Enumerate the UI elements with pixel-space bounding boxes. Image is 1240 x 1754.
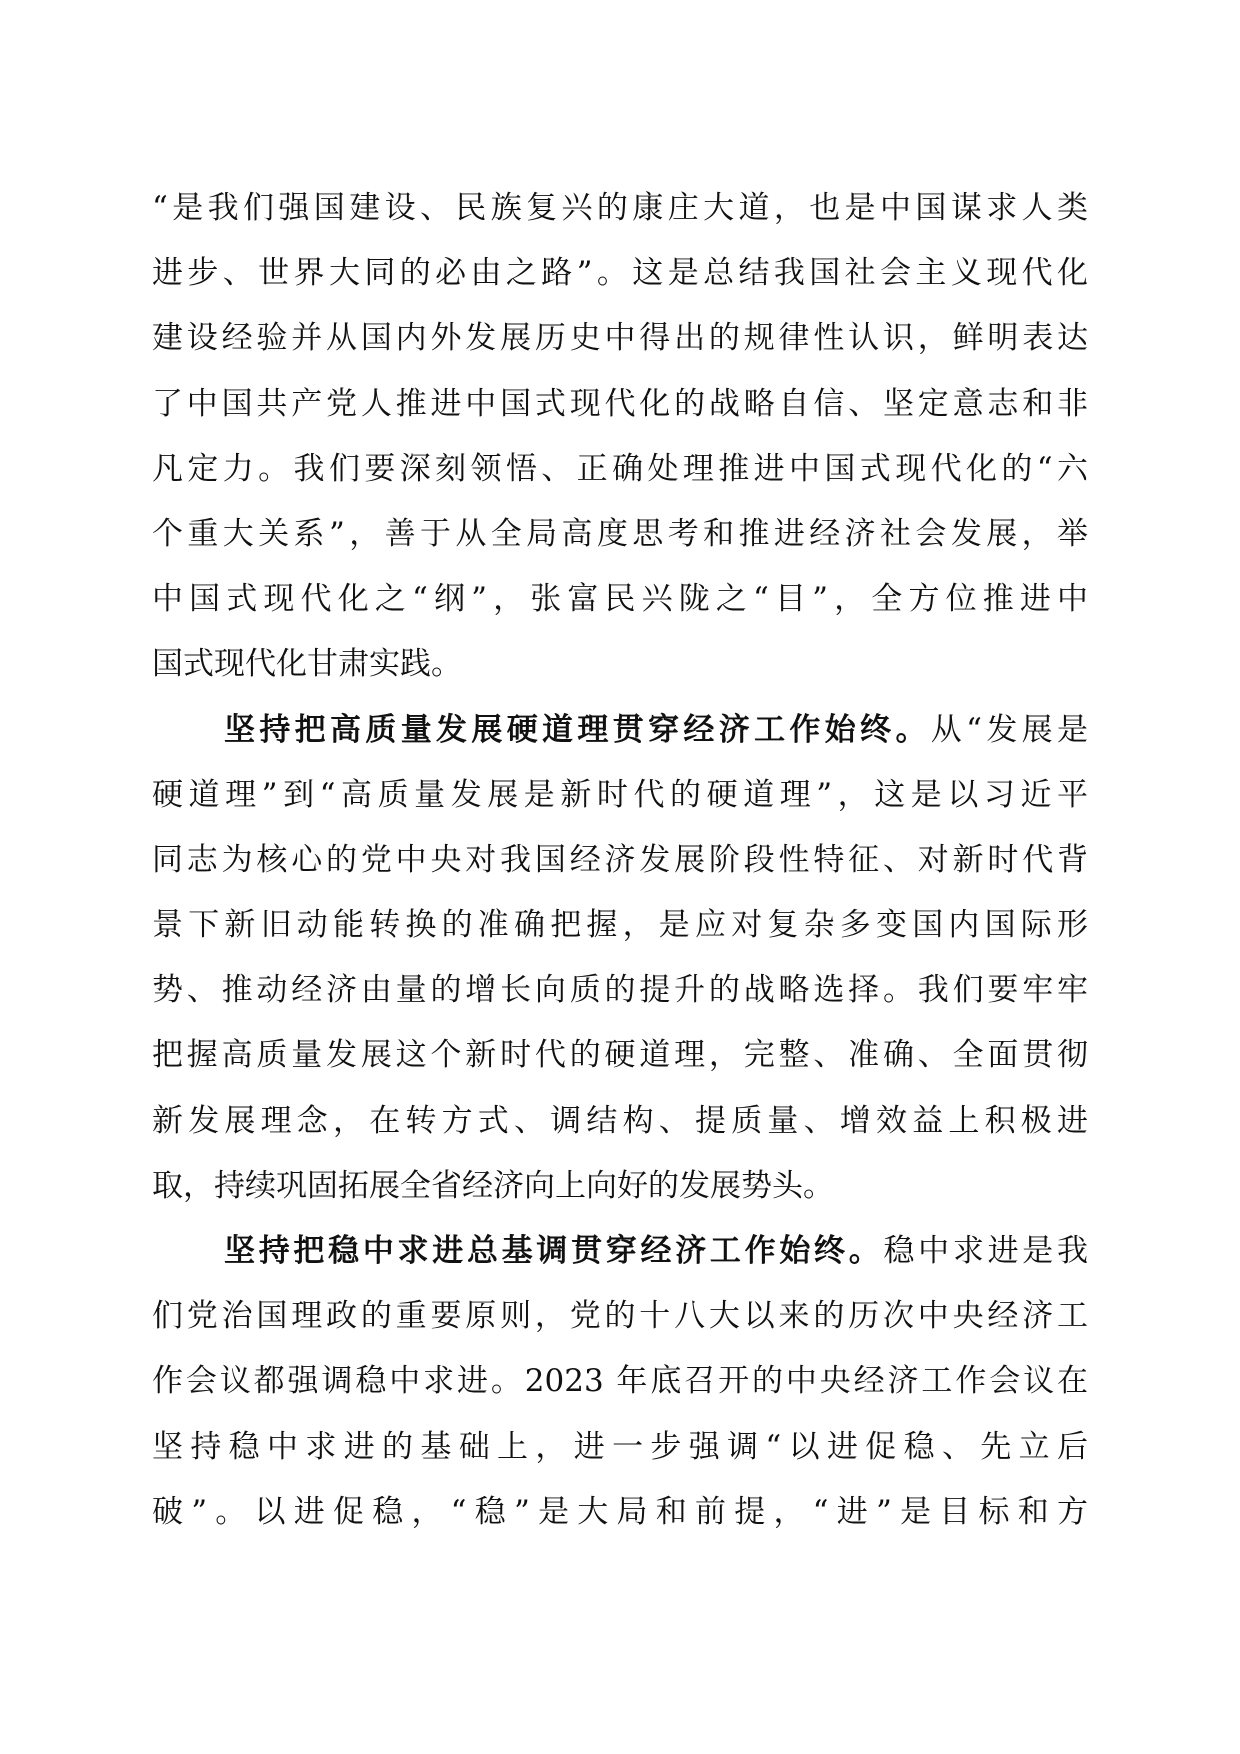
document-body bbox=[152, 176, 1088, 1545]
text-line: 取，持续巩固拓展全省经济向上向好的发展势头。 bbox=[152, 1167, 834, 1204]
paragraph bbox=[152, 698, 1088, 1220]
text-line: 势、推动经济由量的增长向质的提升的战略选择。我们要牢牢 bbox=[152, 972, 1088, 1009]
text-line: 作会议都强调稳中求进。2023 年底召开的中央经济工作会议在 bbox=[152, 1363, 1088, 1400]
text-line: 新发展理念，在转方式、调结构、提质量、增效益上积极进 bbox=[152, 1102, 1088, 1139]
paragraph bbox=[152, 176, 1088, 698]
text-line: 个重大关系”，善于从全局高度思考和推进经济社会发展，举 bbox=[152, 515, 1088, 552]
text-line: “是我们强国建设、民族复兴的康庄大道，也是中国谋求人类 bbox=[152, 190, 1088, 226]
text-line: 进步、世界大同的必由之路”。这是总结我国社会主义现代化 bbox=[152, 255, 1088, 292]
paragraph-heading: 坚持把稳中求进总基调贯穿经济工作始终。 bbox=[224, 1233, 884, 1269]
text-line: 景下新旧动能转换的准确把握，是应对复杂多变国内国际形 bbox=[152, 907, 1088, 944]
text-line: 国式现代化甘肃实践。 bbox=[152, 646, 462, 683]
text-line: 同志为核心的党中央对我国经济发展阶段性特征、对新时代背 bbox=[152, 841, 1088, 878]
paragraph-lead-line bbox=[152, 1219, 1088, 1284]
paragraph bbox=[152, 1219, 1088, 1545]
text-line: 建设经验并从国内外发展历史中得出的规律性认识，鲜明表达 bbox=[152, 320, 1088, 357]
paragraph-heading: 坚持把高质量发展硬道理贯穿经济工作始终。 bbox=[224, 711, 931, 748]
text-line: 坚持稳中求进的基础上，进一步强调“以进促稳、先立后 bbox=[152, 1428, 1088, 1465]
text-line: 破”。以进促稳，“稳”是大局和前提，“进”是目标和方 bbox=[152, 1493, 1088, 1530]
paragraph-lead-text: 从“发展是 bbox=[930, 711, 1089, 748]
paragraph-lead-text: 稳中求进是我 bbox=[883, 1233, 1089, 1269]
paragraph-lead-line bbox=[152, 698, 1088, 763]
text-line: 中国式现代化之“纲”，张富民兴陇之“目”，全方位推进中 bbox=[152, 581, 1088, 618]
text-line: 了中国共产党人推进中国式现代化的战略自信、坚定意志和非 bbox=[152, 385, 1088, 422]
text-line: 凡定力。我们要深刻领悟、正确处理推进中国式现代化的“六 bbox=[152, 450, 1088, 487]
text-line: 把握高质量发展这个新时代的硬道理，完整、准确、全面贯彻 bbox=[152, 1037, 1088, 1074]
text-line: 们党治国理政的重要原则，党的十八大以来的历次中央经济工 bbox=[152, 1298, 1088, 1335]
text-line: 硬道理”到“高质量发展是新时代的硬道理”，这是以习近平 bbox=[152, 776, 1088, 813]
